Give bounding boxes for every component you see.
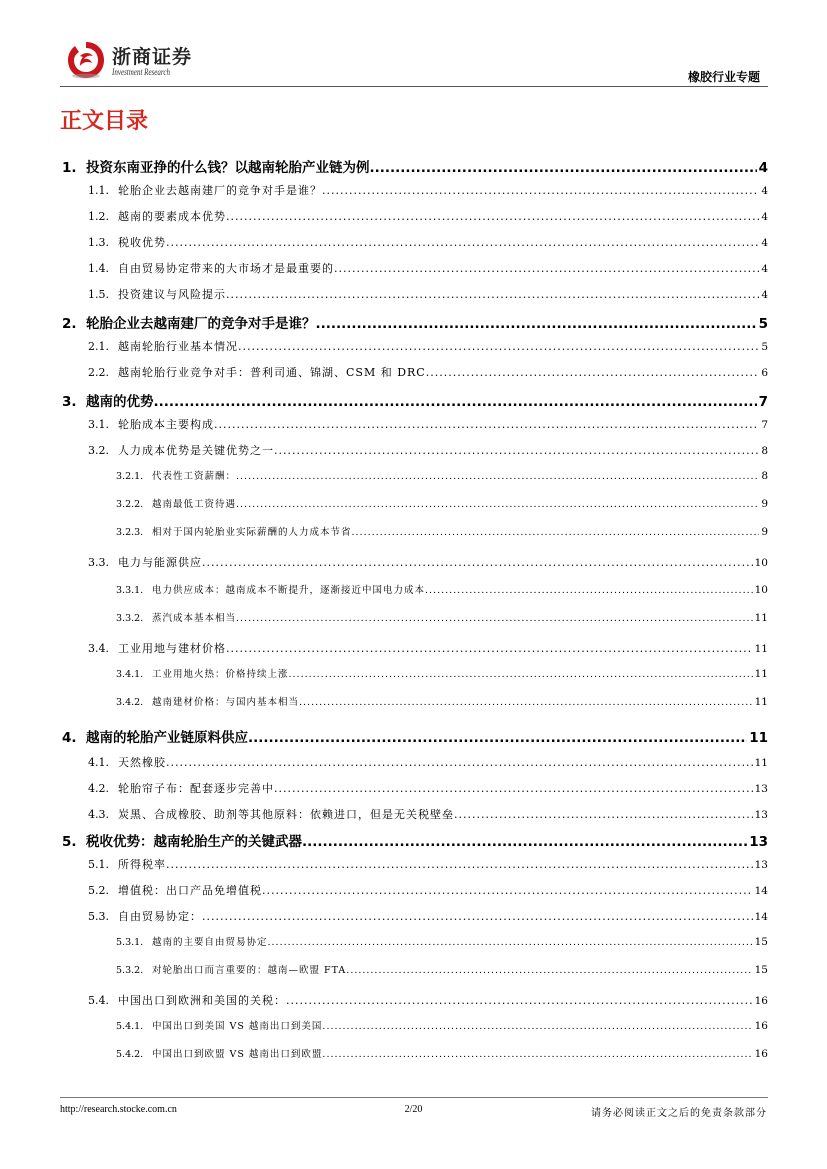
toc-leader-dots [268,937,753,948]
toc-entry-number: 1. [62,160,77,176]
toc-entry-number: 3.2. [88,444,109,457]
toc-leader-dots [166,858,753,871]
toc-entry-label: 中国出口到欧盟 VS 越南出口到欧盟 [152,1049,323,1060]
toc-leader-dots [202,556,753,569]
toc-entry-level2[interactable] [88,856,768,872]
toc-entry-label: 越南的轮胎产业链原料供应 [86,730,248,746]
toc-entry-number: 1.5. [88,288,109,301]
toc-entry-number: 3.2.2. [116,499,144,510]
toc-entry-level3[interactable] [116,666,768,680]
toc-leader-dots [289,669,753,680]
toc-entry-number: 5. [62,834,77,850]
toc-entry-number: 3.4.1. [116,669,144,680]
toc-leader-dots [226,288,759,301]
toc-entry-page: 11 [754,612,768,624]
toc-entry-page: 11 [754,757,768,769]
toc-entry-page: 16 [754,1048,768,1060]
toc-entry-level3[interactable] [116,694,768,708]
toc-entry-number: 3.4.2. [116,697,144,708]
toc-leader-dots [316,316,757,332]
toc-entry-page: 4 [761,263,768,275]
toc-leader-dots [166,756,753,769]
toc-entry-number: 4.3. [88,808,109,821]
toc-leader-dots [322,1049,752,1060]
toc-entry-label: 电力与能源供应 [118,556,202,569]
toc-entry-number: 3.2.3. [116,527,144,538]
toc-entry-level1[interactable] [62,726,768,746]
toc-entry-page: 7 [758,394,768,410]
footer-page-number: 2/20 [404,1104,423,1115]
toc-entry-label: 越南的要素成本优势 [118,210,226,223]
toc-entry-label: 越南的优势 [86,394,154,410]
toc-entry-label: 轮胎企业去越南建厂的竞争对手是谁？ [86,316,316,332]
toc-leader-dots [425,585,753,596]
toc-entry-label: 炭黑、合成橡胶、助剂等其他原料：依赖进口，但是无关税壁垒 [118,808,454,821]
logo-english-name: Investment Research [112,67,171,77]
toc-entry-label: 轮胎企业去越南建厂的竞争对手是谁？ [118,184,322,197]
toc-leader-dots [248,730,747,746]
toc-entry-label: 越南建材价格：与国内基本相当 [152,697,300,708]
toc-entry-label: 蒸汽成本基本相当 [152,613,237,624]
toc-entry-number: 2. [62,316,77,332]
toc-entry-label: 工业用地火热：价格持续上涨 [152,669,289,680]
toc-entry-number: 5.3. [88,910,109,923]
toc-entry-level2[interactable] [88,992,768,1008]
toc-entry-level3[interactable] [116,1046,768,1060]
toc-entry-level2[interactable] [88,182,768,198]
toc-entry-label: 工业用地与建材价格 [118,642,226,655]
toc-entry-label: 越南的主要自由贸易协定 [152,937,268,948]
toc-entry-page: 10 [754,557,768,569]
toc-leader-dots [302,834,747,850]
toc-entry-number: 5.4.1. [116,1021,144,1032]
toc-entry-label: 人力成本优势是关键优势之一 [118,444,274,457]
toc-leader-dots [274,782,753,795]
toc-entry-number: 3.3.1. [116,585,144,596]
toc-leader-dots [236,471,759,482]
toc-entry-number: 3.1. [88,418,109,431]
toc-entry-level2[interactable] [88,286,768,302]
toc-entry-page: 13 [754,809,768,821]
toc-leader-dots [346,965,752,976]
toc-entry-page: 11 [754,696,768,708]
toc-entry-page: 9 [761,526,768,538]
toc-entry-number: 4.2. [88,782,109,795]
toc-entry-number: 1.3. [88,236,109,249]
toc-entry-page: 4 [761,211,768,223]
toc-entry-number: 1.2. [88,210,109,223]
toc-entry-page: 4 [761,289,768,301]
toc-entry-number: 3.2.1. [116,471,144,482]
toc-entry-label: 中国出口到美国 VS 越南出口到美国 [152,1021,323,1032]
toc-entry-number: 5.1. [88,858,109,871]
toc-entry-level3[interactable] [116,962,768,976]
toc-entry-number: 1.4. [88,262,109,275]
toc-entry-label: 代表性工资薪酬： [152,471,237,482]
toc-entry-level2[interactable] [88,234,768,250]
page-title: 正文目录 [60,109,149,134]
toc-entry-label: 自由贸易协定： [118,910,202,923]
toc-entry-page: 10 [754,584,768,596]
toc-entry-page: 15 [754,964,768,976]
toc-leader-dots [322,184,759,197]
toc-entry-label: 越南轮胎行业基本情况 [118,340,238,353]
toc-leader-dots [226,642,753,655]
toc-entry-number: 2.2. [88,366,109,379]
toc-entry-label: 税收优势 [118,236,166,249]
toc-leader-dots [262,884,753,897]
toc-entry-level2[interactable] [88,260,768,276]
toc-entry-label: 相对于国内轮胎业实际薪酬的人力成本节省 [152,527,352,538]
toc-leader-dots [226,210,759,223]
toc-entry-page: 9 [761,498,768,510]
toc-entry-level3[interactable] [116,524,768,538]
toc-entry-page: 8 [761,445,768,457]
toc-entry-number: 3.3.2. [116,613,144,624]
toc-leader-dots [166,236,759,249]
toc-entry-level2[interactable] [88,364,768,380]
toc-entry-page: 5 [761,341,768,353]
toc-entry-level2[interactable] [88,640,768,656]
report-type: 橡胶行业专题 [687,70,760,84]
toc-leader-dots [334,262,759,275]
toc-entry-number: 2.1. [88,340,109,353]
toc-entry-level2[interactable] [88,908,768,924]
toc-entry-label: 越南轮胎行业竞争对手：普利司通、锦湖、CSM 和 DRC [118,366,426,379]
toc-entry-label: 对轮胎出口而言重要的：越南—欧盟 FTA [152,965,347,976]
toc-entry-page: 7 [761,419,768,431]
toc-entry-number: 3.3. [88,556,109,569]
toc-entry-level3[interactable] [116,1018,768,1032]
toc-entry-label: 增值税：出口产品免增值税 [118,884,262,897]
toc-leader-dots [274,444,759,457]
toc-leader-dots [426,366,760,379]
toc-entry-level1[interactable] [62,390,768,410]
toc-entry-page: 13 [754,783,768,795]
toc-entry-level2[interactable] [88,208,768,224]
toc-leader-dots [454,808,753,821]
toc-entry-label: 轮胎成本主要构成 [118,418,214,431]
toc-entry-page: 4 [761,237,768,249]
toc-leader-dots [370,160,757,176]
logo-chinese-name: 浙商证券 [112,46,193,68]
toc-entry-label: 轮胎帘子布：配套逐步完善中 [118,782,274,795]
footer-divider [60,1097,768,1098]
toc-entry-number: 4.1. [88,756,109,769]
toc-entry-page: 13 [749,834,768,850]
toc-entry-number: 1.1. [88,184,109,197]
toc-entry-number: 5.2. [88,884,109,897]
toc-entry-number: 5.4. [88,994,109,1007]
toc-leader-dots [299,697,753,708]
toc-entry-level2[interactable] [88,442,768,458]
toc-entry-number: 3.4. [88,642,109,655]
toc-leader-dots [322,1021,752,1032]
toc-leader-dots [202,910,753,923]
toc-entry-page: 11 [749,730,768,746]
toc-entry-level3[interactable] [116,610,768,624]
toc-entry-label: 所得税率 [118,858,166,871]
toc-entry-page: 8 [761,470,768,482]
toc-entry-level3[interactable] [116,934,768,948]
toc-entry-level3[interactable] [116,582,768,596]
toc-entry-page: 4 [758,160,768,176]
toc-leader-dots [236,613,753,624]
toc-entry-label: 越南最低工资待遇 [152,499,237,510]
toc-entry-page: 4 [761,185,768,197]
toc-entry-level1[interactable] [62,830,768,850]
toc-entry-number: 4. [62,730,77,746]
toc-entry-number: 3. [62,394,77,410]
toc-entry-label: 投资东南亚挣的什么钱？以越南轮胎产业链为例 [86,160,370,176]
toc-entry-level3[interactable] [116,496,768,510]
toc-leader-dots [238,340,759,353]
toc-entry-label: 电力供应成本：越南成本不断提升，逐渐接近中国电力成本 [152,585,426,596]
toc-entry-level1[interactable] [62,156,768,176]
toc-entry-number: 5.3.2. [116,965,144,976]
footer-url[interactable]: http://research.stocke.com.cn [60,1104,177,1115]
toc-entry-label: 自由贸易协定带来的大市场才是最重要的 [118,262,334,275]
toc-entry-level2[interactable] [88,338,768,354]
toc-entry-page: 11 [754,668,768,680]
toc-entry-level2[interactable] [88,554,768,570]
toc-entry-level2[interactable] [88,416,768,432]
toc-entry-page: 13 [754,859,768,871]
toc-leader-dots [352,527,760,538]
toc-entry-label: 中国出口到欧洲和美国的关税： [118,994,286,1007]
toc-entry-level1[interactable] [62,312,768,332]
toc-entry-page: 14 [754,911,768,923]
toc-entry-number: 5.4.2. [116,1049,144,1060]
toc-entry-page: 11 [754,643,768,655]
toc-leader-dots [286,994,753,1007]
toc-leader-dots [236,499,759,510]
footer-disclaimer: 请务必阅读正文之后的免责条款部分 [591,1108,767,1119]
toc-entry-level2[interactable] [88,806,768,822]
toc-leader-dots [154,394,757,410]
toc-entry-page: 6 [761,367,768,379]
toc-entry-label: 投资建议与风险提示 [118,288,226,301]
toc-entry-page: 16 [754,995,768,1007]
toc-entry-page: 14 [754,885,768,897]
toc-entry-page: 16 [754,1020,768,1032]
toc-entry-level3[interactable] [116,468,768,482]
toc-entry-page: 5 [758,316,768,332]
toc-entry-number: 5.3.1. [116,937,144,948]
toc-entry-level2[interactable] [88,754,768,770]
toc-entry-level2[interactable] [88,882,768,898]
toc-entry-page: 15 [754,936,768,948]
toc-leader-dots [214,418,759,431]
toc-entry-level2[interactable] [88,780,768,796]
toc-entry-label: 天然橡胶 [118,756,166,769]
toc-entry-label: 税收优势：越南轮胎生产的关键武器 [86,834,302,850]
